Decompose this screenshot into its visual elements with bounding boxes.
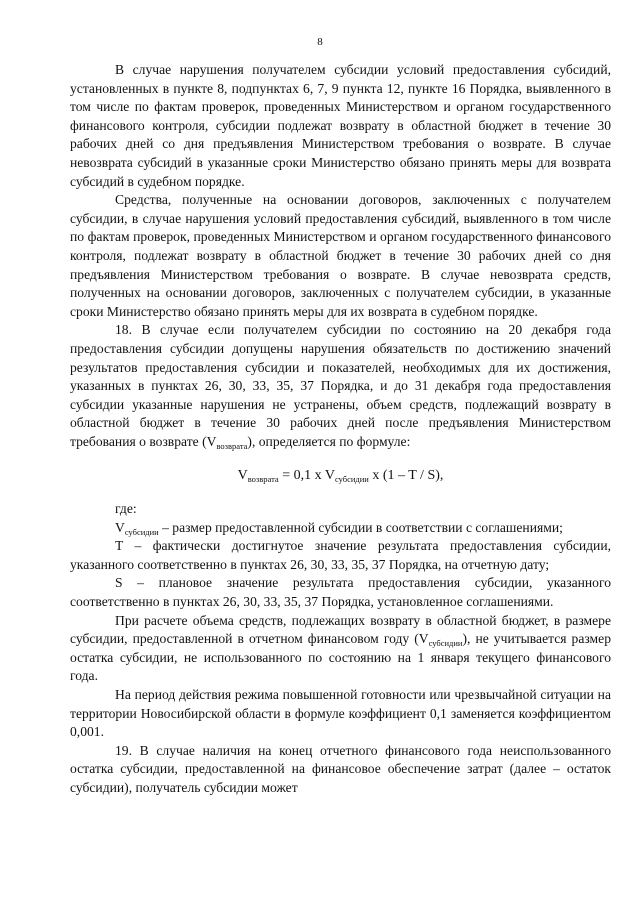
formula-end: x (1 – T / S),: [368, 468, 444, 484]
paragraph-19: 19. В случае наличия на конец отчетного финансового года неиспользованного остатка субсидии, предоставленной на финансовое обеспечение затрат (далее – остаток субсидии), получатель субсидии может: [70, 742, 611, 795]
paragraph-refund-contracts: Средства, полученные на основании договоров, заключенных с получателем субсидии, в случае нарушения условий предоставления субсидий, выявленного в том числе по фактам проверок, проведенных Министерством и органом государственного финансового контроля, подлежат возврату в областной бюджет в течение 30 рабочих дней со дня предъявления Министерством требования о возврате. В случае невозврата средств, полученных на основании договоров, заключенных с получателем субсидии, в указанные сроки Министерство обязано принять меры для их возврата в судебном порядке.: [70, 192, 611, 319]
paragraph-high-readiness: На период действия режима повышенной готовности или чрезвычайной ситуации на территории Новосибирской области в формуле коэффициент 0,1 заменяется коэффициентом 0,001.: [70, 687, 611, 740]
paragraph-calculation: [70, 612, 611, 686]
paragraph-18-text: 18. В случае если получателем субсидии по состоянию на 20 декабря года предоставления субсидии допущены нарушения обязательств по достижению значений результатов предоставления субсидии и показателей, необходимых для их достижения, указанных в пунктах 26, 30, 33, 35, 37 Порядка, и до 31 декабря года предоставления субсидии указанные нарушения не устранены, объем средств, подлежащий возврату в областной бюджет в течение 30 рабочих дней после предъявления Министерством требования о возврате (V: [70, 322, 611, 449]
paragraph-calculation-tail: ), не учитывается размер остатка субсидии, не использованного по состоянию на 1 января текущего финансового года.: [70, 631, 611, 684]
definition-t: T – фактически достигнутое значение результата предоставления субсидии, указанного соответственно в пунктах 26, 30, 33, 35, 37 Порядка, на отчетную дату;: [70, 538, 611, 572]
formula-middle: = 0,1 x V: [278, 468, 335, 484]
definition-v-subsidii: [70, 519, 611, 538]
where-label: где:: [115, 501, 137, 517]
formula-v1-subscript: возврата: [247, 474, 279, 485]
formula-v1: V: [237, 468, 248, 484]
definition-v-subscript: субсидии: [124, 526, 159, 537]
paragraph-calculation-text: При расчете объема средств, подлежащих возврату в областной бюджет, в размере субсидии, предоставленной в отчетном финансовом году (V: [70, 612, 611, 647]
subscript-vozvrata: возврата: [216, 440, 248, 451]
paragraph-refund-violation: В случае нарушения получателем субсидии условий предоставления субсидий, установленных в пункте 8, подпунктах 6, 7, 9 пункта 12, пункте 16 Порядка, выявленного в том числе по фактам проверок, проведенных Министерством и органом государственного финансового контроля, субсидии подлежат возврату в областной бюджет в течение 30 рабочих дней со дня предъявления Министерством требования о возврате. В случае невозврата субсидий в указанные сроки Министерство обязано принять меры для возврата субсидий в судебном порядке.: [70, 62, 611, 189]
formula-v2-subscript: субсидии: [334, 474, 369, 485]
paragraph-18: [70, 321, 611, 451]
paragraph-18-tail: ), определяется по формуле:: [247, 433, 411, 449]
calculation-subscript: субсидии: [428, 638, 463, 649]
definition-v-letter: V: [115, 519, 125, 535]
refund-formula: [70, 467, 611, 486]
document-body: [70, 61, 611, 798]
definition-s: S – плановое значение результата предоставления субсидии, указанного соответственно в пунктах 26, 30, 33, 35, 37 Порядка, установленное соглашениями.: [70, 575, 611, 610]
page-number: 8: [317, 36, 323, 48]
definition-v-text: – размер предоставленной субсидии в соответствии с соглашениями;: [158, 519, 563, 535]
